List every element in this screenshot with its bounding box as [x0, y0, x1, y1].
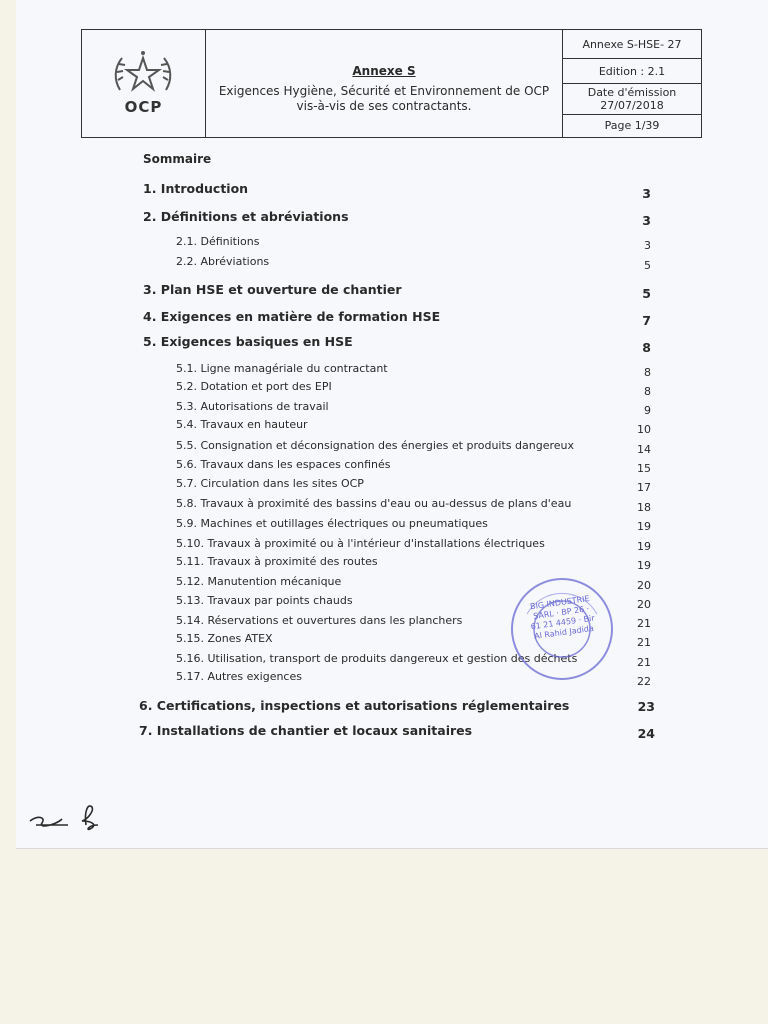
toc-page-5-16: 21 [637, 656, 651, 669]
toc-entry-5-12: 5.12. Manutention mécanique [176, 575, 342, 588]
toc-page-5-14: 21 [637, 617, 651, 630]
toc-page-5-2: 8 [644, 385, 651, 398]
toc-entry-3: 3. Plan HSE et ouverture de chantier [143, 282, 402, 297]
toc-page-7: 24 [637, 726, 655, 741]
toc-page-5-9: 19 [637, 520, 651, 533]
toc-page-2: 3 [642, 213, 651, 228]
document-reference: Annexe S-HSE- 27 [563, 30, 701, 59]
toc-entry-5-10: 5.10. Travaux à proximité ou à l'intérieur d'installations électriques [176, 537, 545, 550]
toc-entry-5-2: 5.2. Dotation et port des EPI [176, 380, 332, 393]
toc-page-5-11: 19 [637, 559, 651, 572]
toc-entry-5-8: 5.8. Travaux à proximité des bassins d'eau ou au-dessus de plans d'eau [176, 497, 572, 510]
toc-entry-5-15: 5.15. Zones ATEX [176, 632, 273, 645]
toc-entry-5-5: 5.5. Consignation et déconsignation des énergies et produits dangereux [176, 439, 574, 452]
toc-entry-5-6: 5.6. Travaux dans les espaces confinés [176, 458, 391, 471]
toc-page-4: 7 [642, 313, 651, 328]
toc-entry-4: 4. Exigences en matière de formation HSE [143, 309, 441, 324]
toc-entry-5-17: 5.17. Autres exigences [176, 670, 302, 683]
toc-page-5-8: 18 [637, 501, 651, 514]
document-title: Annexe S [352, 64, 416, 78]
toc-page-5-5: 14 [637, 443, 651, 456]
toc-page-5-13: 20 [637, 598, 651, 611]
issue-date-label: Date d'émission [587, 86, 677, 99]
toc-page-1: 3 [642, 186, 651, 201]
document-subtitle: Exigences Hygiène, Sécurité et Environnement de OCP vis-à-vis de ses contractants. [218, 84, 550, 113]
toc-page-5-17: 22 [637, 675, 651, 688]
toc-entry-5-13: 5.13. Travaux par points chauds [176, 594, 353, 607]
issue-date [563, 84, 701, 115]
toc-page-5-10: 19 [637, 540, 651, 553]
toc-page-5-7: 17 [637, 481, 651, 494]
toc-entry-1: 1. Introduction [143, 181, 249, 196]
toc-page-5-6: 15 [637, 462, 651, 475]
toc-entry-5-7: 5.7. Circulation dans les sites OCP [176, 477, 364, 490]
toc-entry-5-14: 5.14. Réservations et ouvertures dans les planchers [176, 614, 463, 627]
document-header [81, 29, 702, 138]
toc-page-5-1: 8 [644, 366, 651, 379]
toc-page-2-2: 5 [644, 259, 651, 272]
toc-page-5-12: 20 [637, 579, 651, 592]
page-number: Page 1/39 [604, 119, 660, 132]
toc-page-5-3: 9 [644, 404, 651, 417]
toc-entry-2-1: 2.1. Définitions [176, 235, 260, 248]
toc-entry-5-4: 5.4. Travaux en hauteur [176, 418, 308, 431]
toc-entry-5-9: 5.9. Machines et outillages électriques ou pneumatiques [176, 517, 488, 530]
toc-entry-2: 2. Définitions et abréviations [143, 209, 349, 224]
toc-page-5: 8 [642, 340, 651, 355]
ocp-emblem-icon [112, 50, 174, 98]
issue-date-value: 27/07/2018 [600, 99, 664, 112]
toc-entry-7: 7. Installations de chantier et locaux sanitaires [139, 723, 473, 738]
toc-page-2-1: 3 [644, 239, 651, 252]
handwritten-signature [28, 795, 108, 835]
toc-entry-5-1: 5.1. Ligne managériale du contractant [176, 362, 388, 375]
stamp-text: BIG INDUSTRIE SARL · BP 26 · 61 21 4459 · Bir Al Rahid Jadida [529, 594, 596, 641]
edition-number: Edition : 2.1 [563, 59, 701, 84]
toc-entry-6: 6. Certifications, inspections et autorisations réglementaires [139, 698, 570, 713]
toc-entry-5-3: 5.3. Autorisations de travail [176, 400, 329, 413]
toc-entry-5: 5. Exigences basiques en HSE [143, 334, 353, 349]
toc-page-5-15: 21 [637, 636, 651, 649]
toc-entry-5-16: 5.16. Utilisation, transport de produits dangereux et gestion des déchets [176, 652, 578, 665]
logo-cell [82, 30, 206, 137]
toc-heading: Sommaire [143, 152, 212, 166]
toc-entry-2-2: 2.2. Abréviations [176, 255, 270, 268]
toc-page-5-4: 10 [637, 423, 651, 436]
toc-entry-5-11: 5.11. Travaux à proximité des routes [176, 555, 378, 568]
toc-page-6: 23 [637, 699, 655, 714]
toc-page-3: 5 [642, 286, 651, 301]
title-cell [206, 30, 563, 137]
logo-text: OCP [124, 98, 163, 116]
meta-cells [563, 30, 701, 137]
